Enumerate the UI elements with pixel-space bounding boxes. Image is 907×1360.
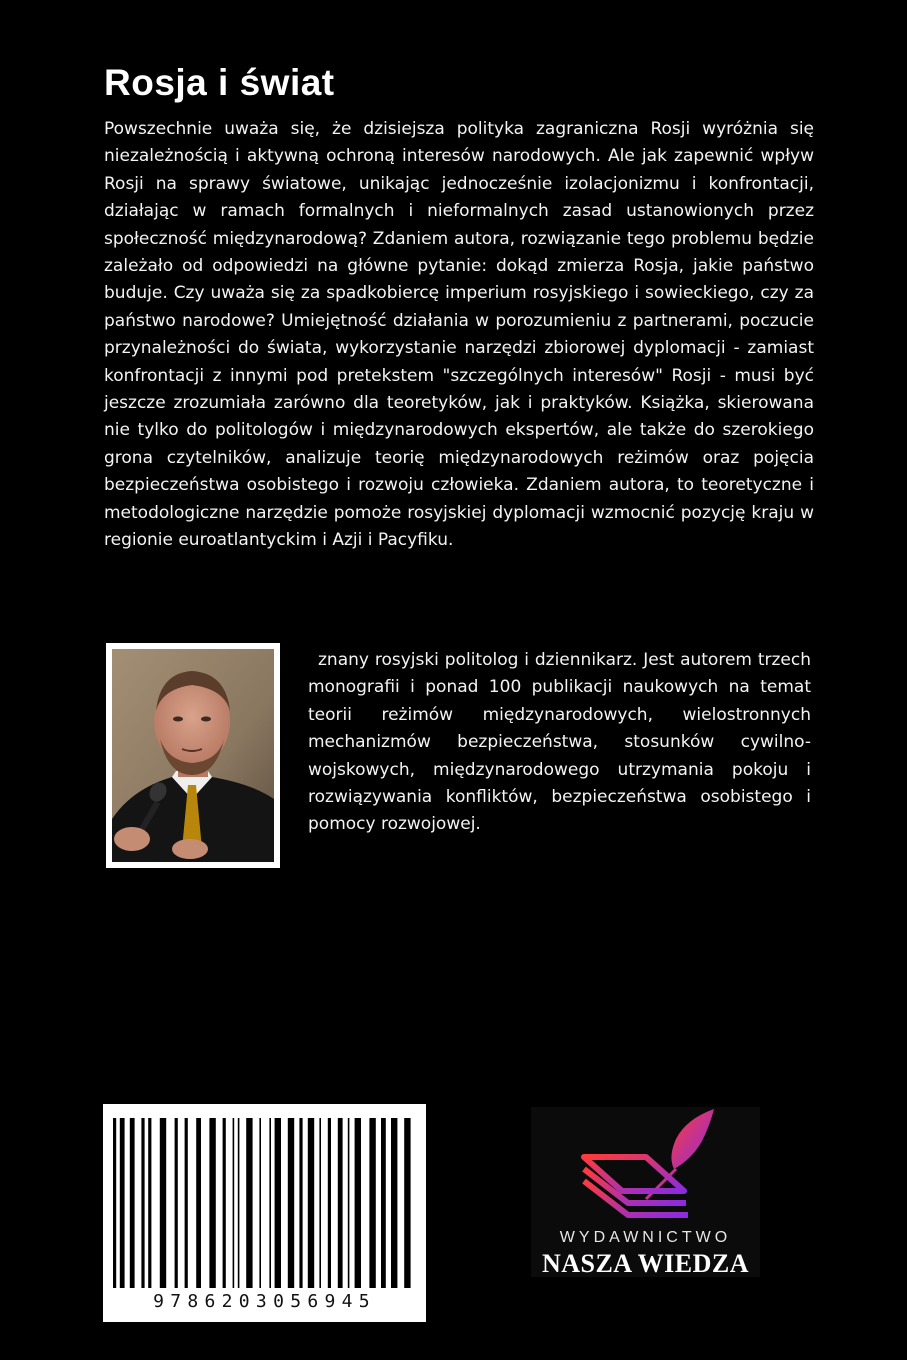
barcode-bar (196, 1118, 201, 1288)
barcode-bar (120, 1118, 125, 1288)
barcode-bar (275, 1118, 281, 1288)
barcode-bar (328, 1118, 331, 1288)
author-photo (106, 643, 280, 868)
barcode-bar (113, 1118, 116, 1288)
book-feather-icon (576, 1107, 716, 1225)
barcode-bar (355, 1118, 361, 1288)
barcode-bar (160, 1118, 166, 1288)
publisher-label-wydawnictwo: WYDAWNICTWO (559, 1229, 732, 1246)
barcode-bar (319, 1118, 321, 1288)
barcode-bar (185, 1118, 188, 1288)
publisher-logo (531, 1107, 760, 1277)
barcode-bar (269, 1118, 271, 1288)
barcode-bar (148, 1118, 151, 1288)
barcode-bar (141, 1118, 144, 1288)
barcode-bars (113, 1118, 416, 1288)
isbn-number: 9786203056945 (153, 1291, 376, 1312)
barcode-bar (288, 1118, 294, 1288)
book-title: Rosja i świat (104, 62, 335, 103)
book-description: Powszechnie uważa się, że dzisiejsza polityka zagraniczna Rosji wyróżnia się niezależnością i aktywną ochroną interesów narodowych. Ale jak zapewnić wpływ Rosji na sprawy światowe, unikając jednocześnie izolacjonizmu i konfrontacji, działając w ramach formalnych i nieformalnych zasad ustanowionych przez społeczność międzynarodową? Zdaniem autora, rozwiązanie tego problemu będzie zależało od odpowiedzi na główne pytanie: dokąd zmierza Rosja, jakie państwo buduje. Czy uważa się za spadkobiercę imperium rosyjskiego i sowieckiego, czy za państwo narodowe? Umiejętność działania w porozumieniu z partnerami, poczucie przynależności do świata, wykorzystanie narzędzi zbiorowej dyplomacji - zamiast konfrontacji z innymi pod pretekstem "szczególnych interesów" Rosji - musi być jeszcze zrozumiała zarówno dla teoretyków, jak i praktyków. Książka, skierowana nie tylko do politologów i międzynarodowych ekspertów, ale także do szerokiego grona czytelników, analizuje teorię międzynarodowych reżimów oraz pojęcia bezpieczeństwa osobistego i rozwoju człowieka. Zdaniem autora, to teoretyczne i metodologiczne narzędzie pomoże rosyjskiej dyplomacji wzmocnić pozycję kraju w regionie euroatlantyckim i Azji i Pacyfiku. (104, 119, 814, 551)
author-portrait-image (112, 649, 274, 862)
barcode-bar (381, 1118, 386, 1288)
barcode-bar (299, 1118, 302, 1288)
barcode-bar (404, 1118, 410, 1288)
author-bio: znany rosyjski politolog i dziennikarz. Jest autorem trzech monografii i ponad 100 publikacji naukowych na temat teorii reżimów międzynarodowych, wielostronnych mechanizmów bezpieczeństwa, stosunków cywilno-wojskowych, międzynarodowego utrzymania pokoju i rozwiązywania konfliktów, bezpieczeństwa osobistego i pomocy rozwojowej. (308, 650, 811, 835)
barcode-bar (238, 1118, 240, 1288)
barcode-bar (259, 1118, 261, 1288)
barcode-bar (175, 1118, 178, 1288)
barcode-bar (369, 1118, 375, 1288)
barcode-bar (130, 1118, 135, 1288)
barcode-bar (246, 1118, 252, 1288)
isbn-barcode (103, 1104, 426, 1322)
barcode-bar (391, 1118, 397, 1288)
publisher-name: NASZA WIEDZA (541, 1249, 750, 1278)
barcode-bar (338, 1118, 343, 1288)
barcode-bar (233, 1118, 235, 1288)
barcode-bar (209, 1118, 215, 1288)
barcode-bar (223, 1118, 226, 1288)
barcode-bar (348, 1118, 350, 1288)
barcode-bar (308, 1118, 314, 1288)
